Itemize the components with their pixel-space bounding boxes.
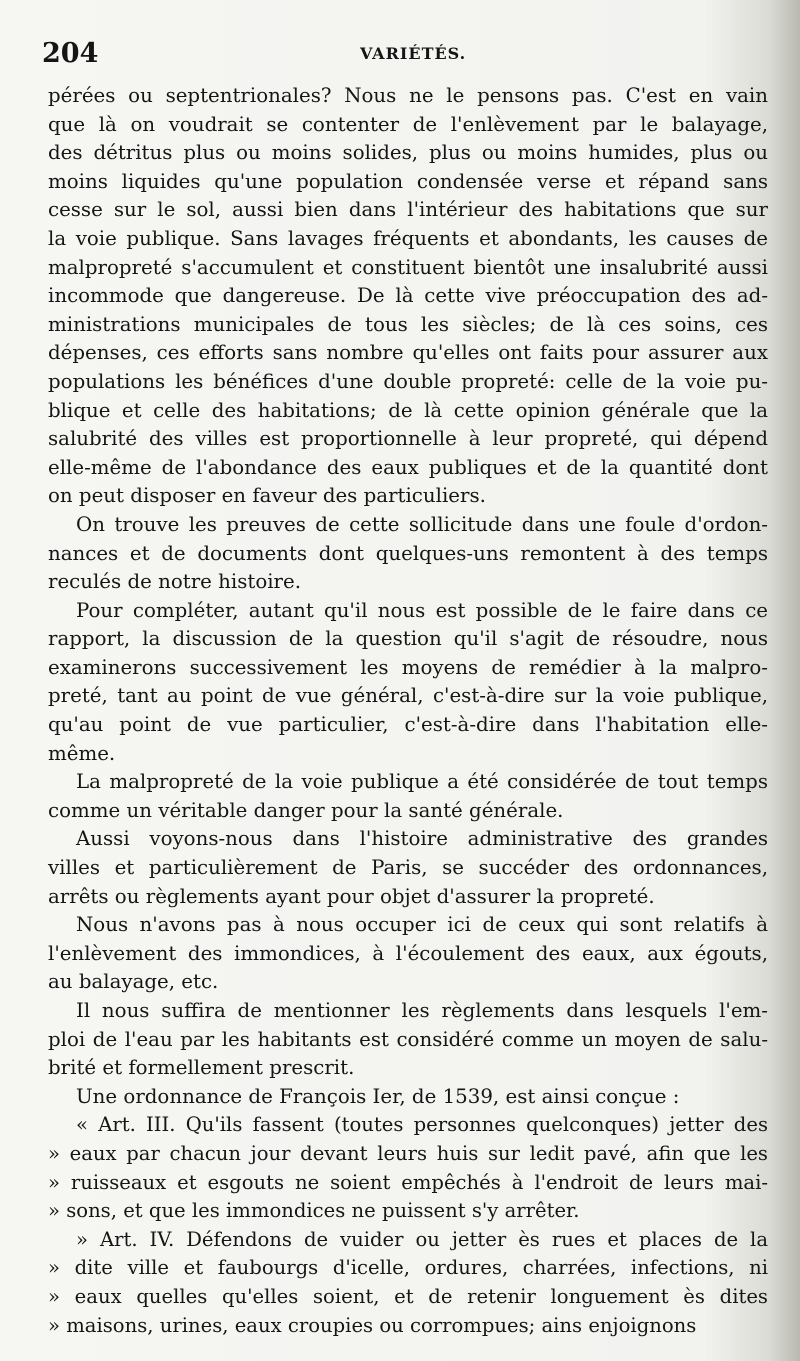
text-line: villes et particulièrement de Paris, se succéder des ordonnances, xyxy=(48,856,768,880)
paragraph xyxy=(48,1083,768,1112)
text-line: nances et de documents dont quelques-uns remontent à des temps xyxy=(48,541,768,565)
text-line: » maisons, urines, eaux croupies ou corrompues; ains enjoignons xyxy=(48,1313,697,1337)
text-line: rapport, la discussion de la question qu'il s'agit de résoudre, nous xyxy=(48,627,768,651)
text-line: Une ordonnance de François Ier, de 1539, est ainsi conçue : xyxy=(76,1084,680,1108)
text-line: ploi de l'eau par les habitants est considéré comme un moyen de salu- xyxy=(48,1027,768,1051)
text-line: ministrations municipales de tous les siècles; de là ces soins, ces xyxy=(48,312,768,336)
paragraph xyxy=(48,768,768,825)
text-line: l'enlèvement des immondices, à l'écoulement des eaux, aux égouts, xyxy=(48,941,768,965)
text-line: » sons, et que les immondices ne puissent s'y arrêter. xyxy=(48,1199,580,1223)
text-line: » Art. IV. Défendons de vuider ou jetter ès rues et places de la xyxy=(76,1227,768,1251)
text-line: » eaux par chacun jour devant leurs huis sur ledit pavé, afin que les xyxy=(48,1141,768,1165)
body-text xyxy=(48,82,768,1340)
text-line: qu'au point de vue particulier, c'est-à-dire dans l'habitation elle- xyxy=(48,713,768,737)
text-line: cesse sur le sol, aussi bien dans l'intérieur des habitations que sur xyxy=(48,198,768,222)
text-line: Nous n'avons pas à nous occuper ici de ceux qui sont relatifs à xyxy=(76,913,768,937)
paragraph xyxy=(48,511,768,597)
text-line: La malpropreté de la voie publique a été considérée de tout temps xyxy=(76,770,768,794)
text-line: la voie publique. Sans lavages fréquents et abondants, les causes de xyxy=(48,226,768,250)
text-line: salubrité des villes est proportionnelle à leur propreté, qui dépend xyxy=(48,427,768,451)
text-line: populations les bénéfices d'une double propreté: celle de la voie pu- xyxy=(48,369,768,393)
page-number: 204 xyxy=(42,38,99,69)
quoted-article xyxy=(48,1111,768,1225)
text-line: dépenses, ces efforts sans nombre qu'elles ont faits pour assurer aux xyxy=(48,341,768,365)
text-line: Aussi voyons-nous dans l'histoire administrative des grandes xyxy=(76,827,768,851)
text-line: même. xyxy=(48,741,116,765)
text-line: Pour compléter, autant qu'il nous est possible de le faire dans ce xyxy=(76,598,768,622)
running-head: VARIÉTÉS. xyxy=(360,44,467,63)
text-line: brité et formellement prescrit. xyxy=(48,1056,355,1080)
text-line: des détritus plus ou moins solides, plus ou moins humides, plus ou xyxy=(48,141,768,165)
paragraph xyxy=(48,997,768,1083)
text-line: au balayage, etc. xyxy=(48,970,219,994)
text-line: incommode que dangereuse. De là cette vive préoccupation des ad- xyxy=(48,284,768,308)
page-header xyxy=(42,38,760,74)
text-line: examinerons successivement les moyens de remédier à la malpro- xyxy=(48,655,768,679)
text-line: que là on voudrait se contenter de l'enlèvement par le balayage, xyxy=(48,112,768,136)
text-line: » ruisseaux et esgouts ne soient empêchés à l'endroit de leurs mai- xyxy=(48,1170,768,1194)
text-line: preté, tant au point de vue général, c'est-à-dire sur la voie publique, xyxy=(48,684,768,708)
paragraph xyxy=(48,911,768,997)
text-line: arrêts ou règlements ayant pour objet d'assurer la propreté. xyxy=(48,884,655,908)
text-line: on peut disposer en faveur des particuliers. xyxy=(48,484,486,508)
quoted-article xyxy=(48,1226,768,1340)
text-line: » dite ville et faubourgs d'icelle, ordures, charrées, infections, ni xyxy=(48,1256,768,1280)
text-line: blique et celle des habitations; de là cette opinion générale que la xyxy=(48,398,768,422)
text-line: « Art. III. Qu'ils fassent (toutes personnes quelconques) jetter des xyxy=(76,1113,768,1137)
paragraph xyxy=(48,82,768,511)
paragraph xyxy=(48,825,768,911)
text-line: pérées ou septentrionales? Nous ne le pensons pas. C'est en vain xyxy=(48,84,768,107)
text-line: reculés de notre histoire. xyxy=(48,570,302,594)
text-line: moins liquides qu'une population condensée verse et répand sans xyxy=(48,169,768,193)
paragraph xyxy=(48,597,768,769)
text-line: Il nous suffira de mentionner les règlements dans lesquels l'em- xyxy=(76,999,768,1022)
text-line: » eaux quelles qu'elles soient, et de retenir longuement ès dites xyxy=(48,1284,768,1308)
text-line: On trouve les preuves de cette sollicitude dans une foule d'ordon- xyxy=(76,512,768,536)
text-line: elle-même de l'abondance des eaux publiques et de la quantité dont xyxy=(48,455,768,479)
text-line: comme un véritable danger pour la santé générale. xyxy=(48,798,564,822)
text-line: malpropreté s'accumulent et constituent bientôt une insalubrité aussi xyxy=(48,255,768,279)
